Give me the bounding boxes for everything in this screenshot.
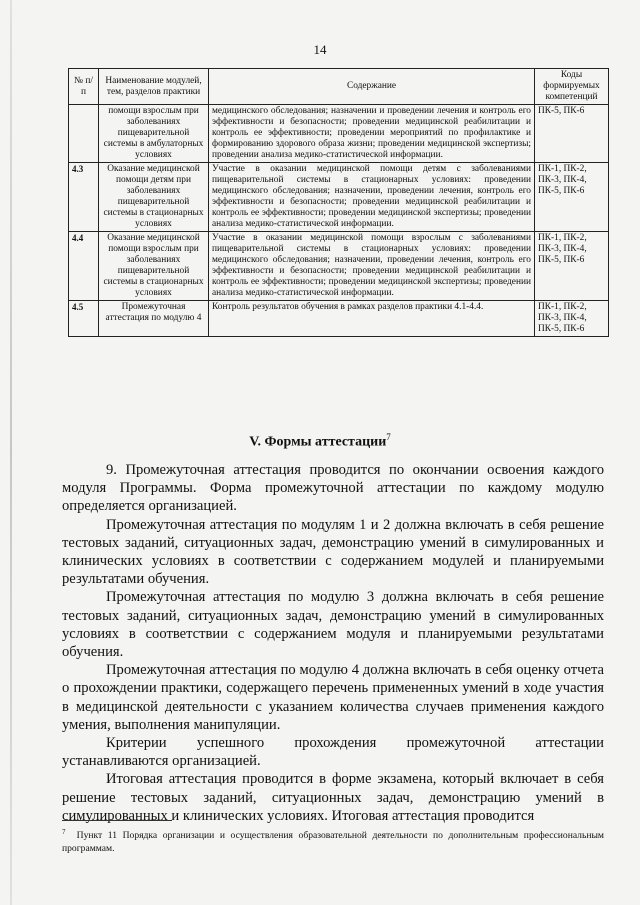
row-num: 4.5 — [69, 301, 99, 337]
section-title-text: V. Формы аттестации — [249, 434, 387, 450]
footnote-mark: 7 — [62, 828, 66, 836]
header-codes: Коды формируемых компетенций — [535, 69, 609, 105]
table-row — [69, 232, 609, 301]
row-name: Промежуточная аттестация по модулю 4 — [99, 301, 209, 337]
row-codes: ПК-1, ПК-2, ПК-3, ПК-4, ПК-5, ПК-6 — [535, 163, 609, 232]
paragraph: Промежуточная аттестация по модулям 1 и 2 должна включать в себя решение тестовых заданий, ситуационных задач, демонстрацию умений в симулированных и клинических условиях в соответствии с содержанием модулей и планируемыми результатами обучения. — [62, 516, 604, 588]
paragraph: 9. Промежуточная аттестация проводится по окончании освоения каждого модуля Программы. Форма промежуточной аттестации по каждому модулю определяется организацией. — [62, 462, 604, 515]
paragraph: Промежуточная аттестация по модулю 3 должна включать в себя решение тестовых заданий, ситуационных задач, демонстрацию умений в симулированных условиях в соответствии с содержанием модуля и планируемыми результатами обучения. — [62, 589, 604, 661]
row-num: 4.3 — [69, 163, 99, 232]
row-codes: ПК-1, ПК-2, ПК-3, ПК-4, ПК-5, ПК-6 — [535, 232, 609, 301]
row-content: Участие в оказании медицинской помощи детям с заболеваниями пищеварительной системы в стационарных условиях: проведении медицинского обследования; назначении, проведении лечения, контроль его эффективности и безопасности; проведении медицинской реабилитации и контроль ее эффективности; проведении медицинской экспертизы; проведении анализа медико-статистической информации. — [209, 163, 535, 232]
footnote-divider — [62, 820, 172, 821]
row-name: Оказание медицинской помощи детям при заболеваниях пищеварительной системы в стационарных условиях — [99, 163, 209, 232]
row-num — [69, 105, 99, 163]
paragraph: Итоговая аттестация проводится в форме экзамена, который включает в себя решение тестовых заданий, ситуационных задач, демонстрацию умений в симулированных и клинических условиях. Итоговая аттестация проводится — [62, 771, 604, 824]
section-title — [0, 432, 640, 451]
row-content: Контроль результатов обучения в рамках разделов практики 4.1-4.4. — [209, 301, 535, 337]
table-row — [69, 301, 609, 337]
row-num: 4.4 — [69, 232, 99, 301]
body-text — [62, 461, 604, 825]
scan-edge — [10, 0, 12, 905]
row-codes: ПК-5, ПК-6 — [535, 105, 609, 163]
row-content: Участие в оказании медицинской помощи взрослым с заболеваниями пищеварительной системы в стационарных условиях: проведении медицинского обследования; назначении, проведении лечения, контроль его эффективности и безопасности; проведении медицинской реабилитации и контроль ее эффективности; проведении медицинской экспертизы; проведении анализа медико-статистической информации. — [209, 232, 535, 301]
paragraph: Критерии успешного прохождения промежуточной аттестации устанавливаются организацией. — [62, 735, 604, 770]
header-num: № п/п — [69, 69, 99, 105]
footnote — [62, 826, 604, 855]
table-header-row — [69, 69, 609, 105]
paragraph: Промежуточная аттестация по модулю 4 должна включать в себя оценку отчета о прохождении практики, содержащего перечень примененных умений в ходе участия в медицинской деятельности с указанием количества случаев применения каждого умения, выполнения манипуляции. — [62, 662, 604, 733]
modules-table — [68, 68, 609, 337]
row-name: Оказание медицинской помощи взрослым при заболеваниях пищеварительной системы в стационарных условиях — [99, 232, 209, 301]
header-name: Наименование модулей, тем, разделов практики — [99, 69, 209, 105]
row-content: медицинского обследования; назначении и проведении лечения и контроль его эффективности и безопасности; проведении медицинской реабилитации и контроль ее эффективности; проведении мероприятий по профилактике и формированию здорового образа жизни; проведении медицинской экспертизы; проведении анализа медико-статистической информации. — [209, 105, 535, 163]
page-number: 14 — [313, 42, 327, 57]
table-row — [69, 105, 609, 163]
row-name: помощи взрослым при заболеваниях пищеварительной системы в амбулаторных условиях — [99, 105, 209, 163]
header-content: Содержание — [209, 69, 535, 105]
row-codes: ПК-1, ПК-2, ПК-3, ПК-4, ПК-5, ПК-6 — [535, 301, 609, 337]
table-row — [69, 163, 609, 232]
footnote-text: Пункт 11 Порядка организации и осуществления образовательной деятельности по дополнительным профессиональным программам. — [62, 830, 604, 855]
section-footnote-ref: 7 — [386, 432, 391, 442]
